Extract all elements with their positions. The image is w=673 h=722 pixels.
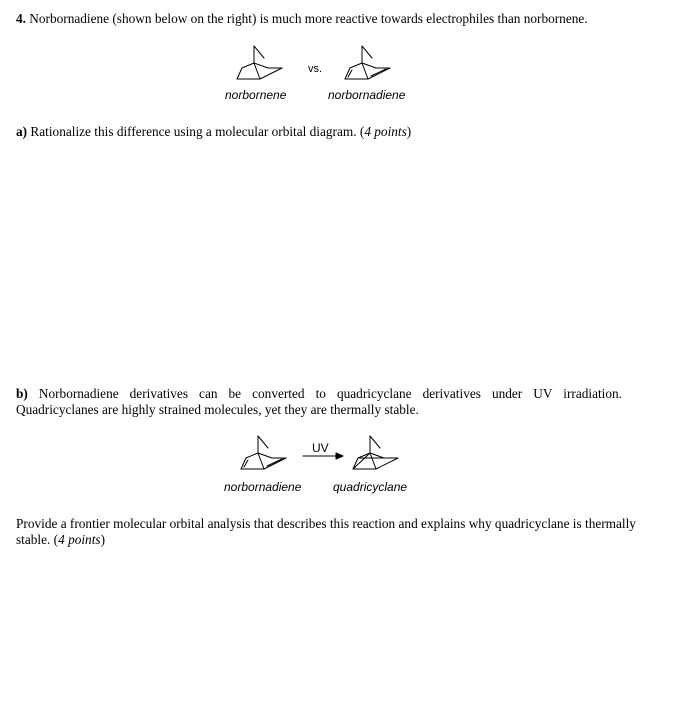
question-number: 4. <box>16 11 26 26</box>
part-b2-points: 4 points <box>58 532 101 547</box>
norbornadiene-label: norbornadiene <box>328 88 406 102</box>
norbornene-label: norbornene <box>225 88 287 102</box>
part-b2-text <box>16 516 636 548</box>
part-b-marker: b) <box>16 386 28 401</box>
norbornene-structure <box>234 44 288 86</box>
part-a-close: ) <box>406 124 412 139</box>
uv-label: UV <box>312 441 329 455</box>
part-b2-close: ) <box>100 532 106 547</box>
part-b2-prompt: Provide a frontier molecular orbital analysis that describes this reaction and explains why quadricyclane is thermally stable. ( <box>16 516 636 547</box>
part-a-text <box>16 124 661 140</box>
quadricyclane-label: quadricyclane <box>333 480 408 494</box>
part-a-marker: a) <box>16 124 28 139</box>
part-a-points: 4 points <box>364 124 407 139</box>
part-b-text <box>16 386 622 418</box>
question-4-text <box>16 11 661 27</box>
part-a-prompt: Rationalize this difference using a molecular orbital diagram. ( <box>27 124 365 139</box>
reaction-arrow <box>302 451 346 461</box>
scheme2-norbornadiene-structure <box>238 434 292 476</box>
vs-label: vs. <box>308 63 323 75</box>
question-statement: Norbornadiene (shown below on the right) is much more reactive towards electrophiles than norbornene. <box>25 11 588 26</box>
quadricyclane-structure <box>350 434 404 476</box>
scheme2-norbornadiene-label: norbornadiene <box>224 480 302 494</box>
norbornadiene-structure <box>342 44 396 86</box>
part-b-prompt: Norbornadiene derivatives can be converted to quadricyclane derivatives under UV irradiation. Quadricyclanes are highly strained molecules, yet they are thermally stable. <box>16 386 622 417</box>
